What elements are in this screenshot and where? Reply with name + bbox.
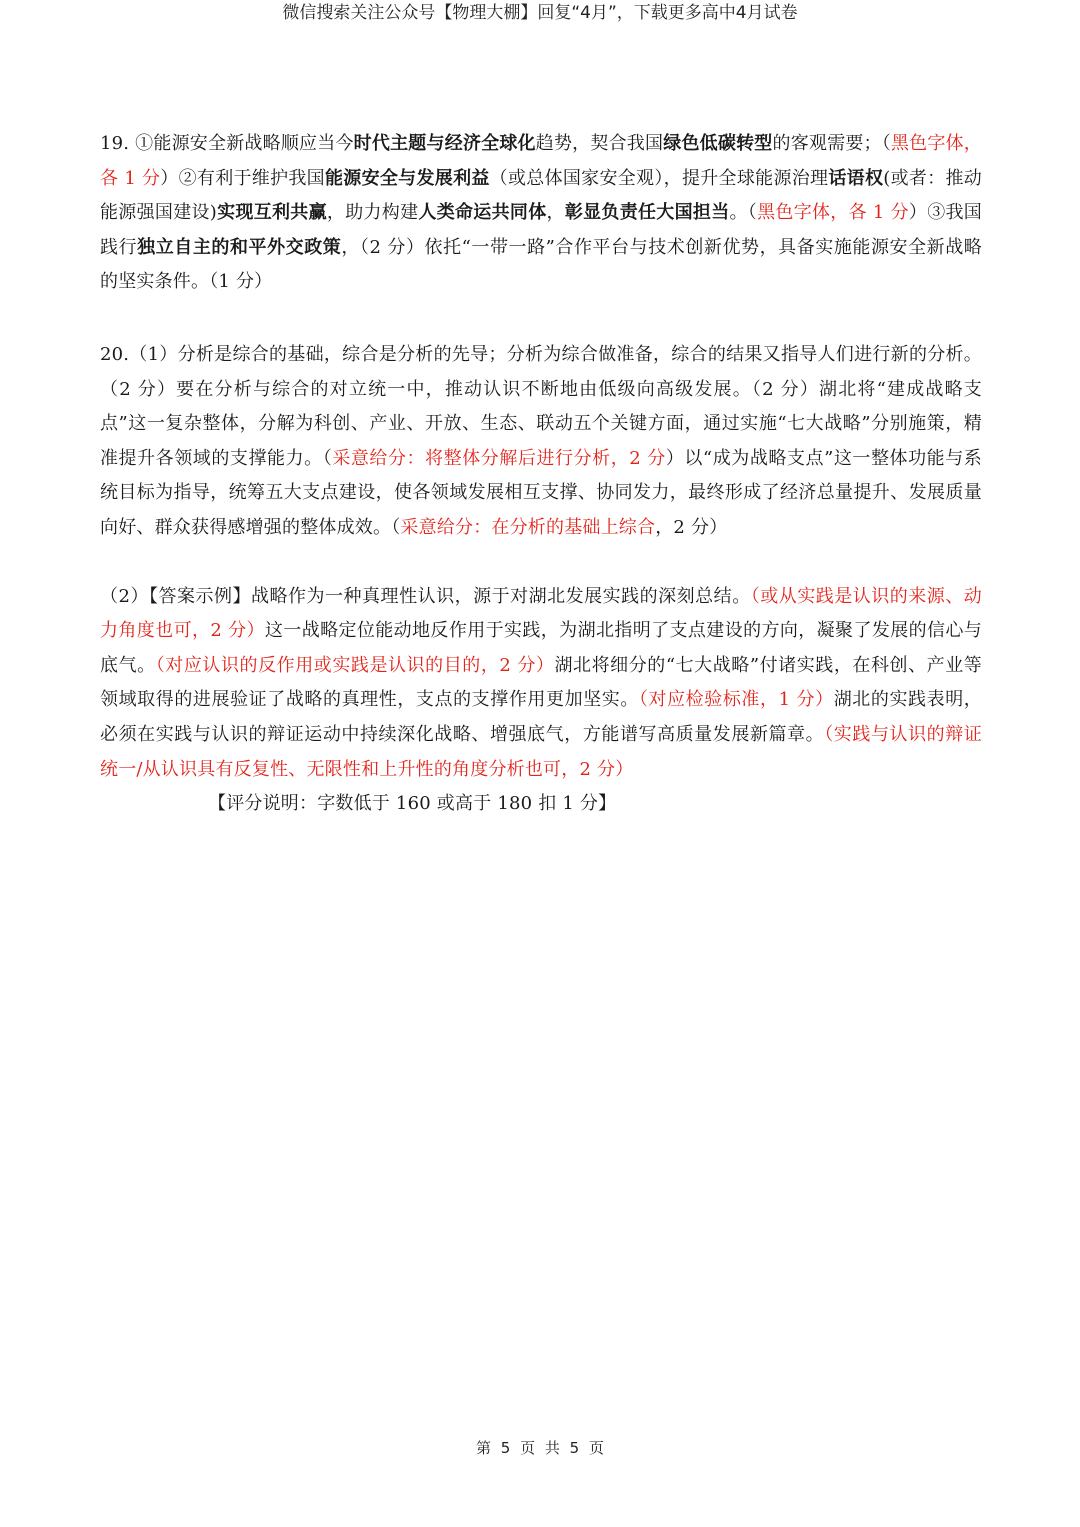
q19-segment-13: 人类命运共同体: [418, 202, 547, 224]
q20-2-segment-3: （对应认识的反作用或实践是认识的目的，2 分）: [155, 654, 555, 676]
q19-segment-4: 的客观需要；（: [772, 133, 891, 154]
q19-segment-3: 绿色低碳转型: [663, 133, 773, 154]
q20-2-segment-4: 湖北将细分的“七大战略”付诸实践，在科创、产业等领域取得的进展验证了战略的真理性，支点的支撑作用更加坚实。: [100, 654, 982, 711]
spacer: [100, 300, 982, 338]
q20-1-segment-0: 20.（1）分析是综合的基础，综合是分析的先导；分析为综合做准备，综合的结果又指导人们进行新的分析。（2 分）要在分析与综合的对立统一中，推动认识不断地由低级向高级发展。（2 分）湖北将“建成战略支点”这一复杂整体，分解为科创、产业、开放、生态、联动五个关键方面，通过实施“七大战略”分别施策，精准提升各领域的支撑能力。（: [100, 343, 982, 469]
answer-20-part-1: [100, 338, 982, 546]
q20-2-segment-7: （实践与认识的辩证统一/从认识具有反复性、无限性和上升性的角度分析也可，2 分）: [100, 723, 982, 780]
q20-1-segment-1: 采意给分：将整体分解后进行分析，2 分: [332, 447, 666, 469]
q20-2-segment-0: （2）【答案示例】战略作为一种真理性认识，源于对湖北发展实践的深刻总结。: [100, 585, 751, 607]
q19-segment-11: 实现互利共赢: [217, 202, 327, 224]
q19-segment-0: 19. ①能源安全新战略顺应当今: [100, 133, 354, 154]
q19-segment-5: 黑色字体，各 1 分: [100, 133, 983, 189]
answer-content: [100, 127, 982, 822]
q19-segment-8: （或总体国家安全观），提升全球能源治理: [489, 167, 829, 189]
q19-segment-9: 话语权: [828, 167, 884, 189]
q19-segment-10: (或者：推动能源强国建设): [100, 167, 982, 224]
q19-segment-1: 时代主题与经济全球化: [353, 133, 536, 154]
spacer: [100, 546, 982, 580]
q19-segment-14: ，: [546, 202, 565, 224]
q19-segment-16: 。（: [729, 202, 758, 224]
answer-20-part-2: [100, 580, 982, 788]
q19-segment-2: 趋势，契合我国: [535, 133, 664, 154]
q19-segment-6: ）②有利于维护我国: [160, 167, 325, 189]
q20-2-segment-5: （对应检验标准，1 分）: [638, 689, 834, 711]
q19-segment-12: ，助力构建: [326, 202, 419, 224]
page-number: 第 5 页 共 5 页: [476, 1439, 604, 1457]
q19-segment-19: 独立自主的和平外交政策: [137, 236, 342, 258]
q20-2-segment-6: 湖北的实践表明，必须在实践与认识的辩证运动中持续深化战略、增强底气，方能谱写高质量发展新篇章。: [100, 689, 983, 745]
answer-19: [100, 127, 982, 300]
q19-segment-17: 黑色字体，各 1 分: [757, 202, 909, 224]
q20-1-segment-3: 采意给分：在分析的基础上综合: [400, 516, 656, 538]
q20-1-segment-2: ）以“成为战略支点”这一整体功能与系统目标为指导，统筹五大支点建设，使各领域发展相互支撑、协同发力，最终形成了经济总量提升、发展质量向好、群众获得感增强的整体成效。（: [100, 447, 982, 538]
page-header: 微信搜索关注公众号【物理大棚】回复“4月”，下载更多高中4月试卷: [282, 3, 798, 23]
q19-segment-7: 能源安全与发展利益: [324, 167, 490, 189]
q20-2-segment-1: （或从实践是认识的来源、动力角度也可，2 分）: [100, 585, 982, 642]
q20-2-segment-2: 这一战略定位能动地反作用于实践，为湖北指明了支点建设的方向，凝聚了发展的信心与底气。: [100, 620, 982, 676]
q19-segment-18: ）③我国践行: [100, 202, 983, 258]
q19-segment-15: 彰显负责任大国担当: [564, 202, 730, 224]
q20-1-segment-4: ，2 分）: [655, 516, 728, 538]
q19-segment-20: ，（2 分）依托“一带一路”合作平台与技术创新优势，具备实施能源安全新战略的坚实条件。（1 分）: [100, 236, 983, 293]
scoring-note: 【评分说明：字数低于 160 或高于 180 扣 1 分】: [208, 793, 617, 815]
